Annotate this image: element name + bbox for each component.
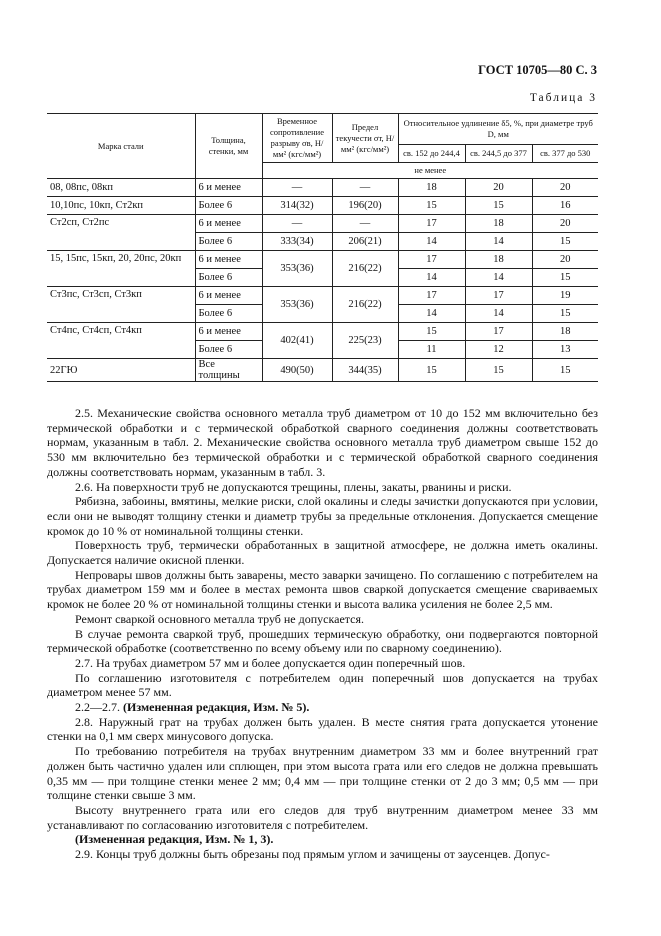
cell-tensile: 353(36)	[262, 251, 332, 287]
cell-elong-d2: 14	[465, 233, 532, 251]
table-row	[47, 359, 598, 382]
cell-tensile: 333(34)	[262, 233, 332, 251]
header-diameter-2: св. 244,5 до 377	[465, 144, 532, 162]
cell-thickness: Все толщины	[195, 359, 262, 382]
amendment-range: 2.2—2.7.	[75, 700, 120, 715]
cell-elong-d3: 16	[532, 197, 598, 215]
cell-grade: Ст4пс, Ст4сп, Ст4кп	[47, 323, 195, 359]
paragraph: Ремонт сваркой основного металла труб не допускается.	[75, 611, 365, 626]
header-diameter-1: св. 152 до 244,4	[398, 144, 465, 162]
page-header: ГОСТ 10705—80 С. 3	[478, 63, 597, 77]
cell-thickness: 6 и менее	[195, 215, 262, 233]
cell-elong-d3: 19	[532, 287, 598, 305]
table-row	[47, 197, 598, 215]
cell-grade: Ст2сп, Ст2пс	[47, 215, 195, 251]
amendment-note	[47, 700, 598, 715]
cell-grade: Ст3пс, Ст3сп, Ст3кп	[47, 287, 195, 323]
cell-elong-d3: 15	[532, 269, 598, 287]
cell-elong-d1: 15	[398, 359, 465, 382]
header-thickness: Толщина, стенки, мм	[195, 114, 262, 179]
cell-elong-d1: 11	[398, 341, 465, 359]
cell-elong-d1: 18	[398, 179, 465, 197]
amendment-label: (Измененная редакция, Изм. № 5).	[123, 700, 310, 715]
paragraph: Высоту внутреннего грата или его следов для труб внутренним диаметром менее 33 мм устанавливают по согласованию изготовителя с потребителем.	[47, 802, 598, 832]
header-elongation: Относительное удлинение δ5, %, при диаметре труб D, мм	[398, 114, 598, 145]
amendment-note	[47, 832, 598, 847]
paragraph: Непровары швов должны быть заварены, место заварки зачищено. По соглашению с потребителем на трубах диаметром 159 мм и более в местах ремонта швов сваркой допускается смещение свариваемых кромок не более 20 % от номинальной толщины стенки и высота валика усиления не более 2,5 мм.	[47, 567, 598, 612]
paragraph: 2.8. Наружный грат на трубах должен быть удален. В месте снятия грата допускается утонение стенки на 0,1 мм сверх минусового допуска.	[47, 714, 598, 744]
paragraph: 2.6. На поверхности труб не допускаются трещины, плены, закаты, рванины и риски.	[75, 479, 512, 494]
cell-elong-d2: 14	[465, 305, 532, 323]
cell-elong-d1: 15	[398, 197, 465, 215]
cell-elong-d3: 18	[532, 323, 598, 341]
cell-elong-d3: 13	[532, 341, 598, 359]
paragraph: 2.7. На трубах диаметром 57 мм и более допускается один поперечный шов.	[75, 655, 466, 670]
cell-elong-d1: 17	[398, 215, 465, 233]
cell-thickness: 6 и менее	[195, 287, 262, 305]
table-row	[47, 287, 598, 305]
cell-elong-d2: 17	[465, 287, 532, 305]
cell-elong-d2: 20	[465, 179, 532, 197]
cell-yield: 206(21)	[332, 233, 398, 251]
cell-yield: 216(22)	[332, 251, 398, 287]
cell-elong-d3: 20	[532, 179, 598, 197]
cell-elong-d2: 15	[465, 197, 532, 215]
paragraph: По требованию потребителя на трубах внутренним диаметром 33 мм и более внутренний грат должен быть частично удален или сплющен, при этом высота грата или его следов не должна превышать 0,35 мм — при толщине стенки менее 2 мм; 0,4 мм — при толщине стенки от 2 до 3 мм; 0,5 мм — при толщине стенки свыше 3 мм.	[47, 744, 598, 803]
cell-grade: 22ГЮ	[47, 359, 195, 382]
cell-tensile: 314(32)	[262, 197, 332, 215]
cell-elong-d1: 15	[398, 323, 465, 341]
cell-thickness: 6 и менее	[195, 251, 262, 269]
cell-yield: —	[332, 179, 398, 197]
cell-elong-d2: 17	[465, 323, 532, 341]
document-body	[47, 406, 598, 862]
cell-tensile: 490(50)	[262, 359, 332, 382]
cell-elong-d1: 17	[398, 287, 465, 305]
header-steel-grade: Марка стали	[47, 114, 195, 179]
paragraph: 2.5. Механические свойства основного металла труб диаметром от 10 до 152 мм включительно без термической обработки и с термической обработкой сварного соединения должны соответствовать нормам, указанным в табл. 2. Механические свойства основного металла труб диаметром свыше 152 до 530 мм включительно без термической обработки и с термической обработкой сварного соединения должны соответствовать нормам, указанным в табл. 3.	[47, 406, 598, 479]
table-row	[47, 179, 598, 197]
cell-grade: 08, 08пс, 08кп	[47, 179, 195, 197]
cell-elong-d3: 15	[532, 359, 598, 382]
paragraph: По соглашению изготовителя с потребителем один поперечный шов допускается на трубах диаметром менее 57 мм.	[47, 670, 598, 700]
cell-thickness: Более 6	[195, 269, 262, 287]
header-tensile-strength: Временное сопротивление разрыву σв, Н/мм² (кгс/мм²)	[262, 114, 332, 163]
cell-tensile: 353(36)	[262, 287, 332, 323]
paragraph: Поверхность труб, термически обработанных в защитной атмосфере, не должна иметь окалины. Допускается наличие окисной пленки.	[47, 538, 598, 568]
cell-elong-d1: 14	[398, 305, 465, 323]
cell-elong-d2: 18	[465, 251, 532, 269]
cell-grade: 10,10пс, 10кп, Ст2кп	[47, 197, 195, 215]
header-yield-strength: Предел текучести σт, Н/мм² (кгс/мм²)	[332, 114, 398, 163]
cell-yield: 196(20)	[332, 197, 398, 215]
table-row	[47, 323, 598, 341]
cell-elong-d3: 15	[532, 233, 598, 251]
cell-elong-d2: 15	[465, 359, 532, 382]
cell-tensile: —	[262, 179, 332, 197]
header-not-less: не менее	[262, 163, 598, 179]
table-number: Таблица 3	[529, 92, 597, 104]
cell-yield: 225(23)	[332, 323, 398, 359]
table-row	[47, 251, 598, 269]
cell-thickness: 6 и менее	[195, 323, 262, 341]
cell-tensile: 402(41)	[262, 323, 332, 359]
cell-elong-d2: 12	[465, 341, 532, 359]
mechanical-properties-table	[47, 113, 598, 382]
cell-thickness: Более 6	[195, 341, 262, 359]
cell-elong-d3: 20	[532, 251, 598, 269]
cell-elong-d3: 20	[532, 215, 598, 233]
paragraph: 2.9. Концы труб должны быть обрезаны под прямым углом и зачищены от заусенцев. Допус-	[75, 847, 550, 862]
table-header-row	[47, 114, 598, 145]
cell-elong-d3: 15	[532, 305, 598, 323]
cell-thickness: Более 6	[195, 197, 262, 215]
cell-yield: —	[332, 215, 398, 233]
paragraph: В случае ремонта сваркой труб, прошедших термическую обработку, они подвергаются повторной термической обработке (соответственно по всему объему или по сварному соединению).	[47, 626, 598, 656]
cell-thickness: 6 и менее	[195, 179, 262, 197]
cell-elong-d1: 17	[398, 251, 465, 269]
cell-elong-d1: 14	[398, 269, 465, 287]
cell-elong-d1: 14	[398, 233, 465, 251]
cell-tensile: —	[262, 215, 332, 233]
cell-yield: 344(35)	[332, 359, 398, 382]
cell-elong-d2: 14	[465, 269, 532, 287]
cell-grade: 15, 15пс, 15кп, 20, 20пс, 20кп	[47, 251, 195, 287]
cell-yield: 216(22)	[332, 287, 398, 323]
amendment-label: (Измененная редакция, Изм. № 1, 3).	[75, 832, 274, 847]
header-diameter-3: св. 377 до 530	[532, 144, 598, 162]
paragraph: Рябизна, забоины, вмятины, мелкие риски, слой окалины и следы зачистки допускаются при условии, если они не выводят толщину стенки и диаметр трубы за предельные отклонения. Допускается смещение кромок до 10 % от номинальной толщины стенки.	[47, 494, 598, 538]
cell-elong-d2: 18	[465, 215, 532, 233]
cell-thickness: Более 6	[195, 305, 262, 323]
table-row	[47, 215, 598, 233]
cell-thickness: Более 6	[195, 233, 262, 251]
